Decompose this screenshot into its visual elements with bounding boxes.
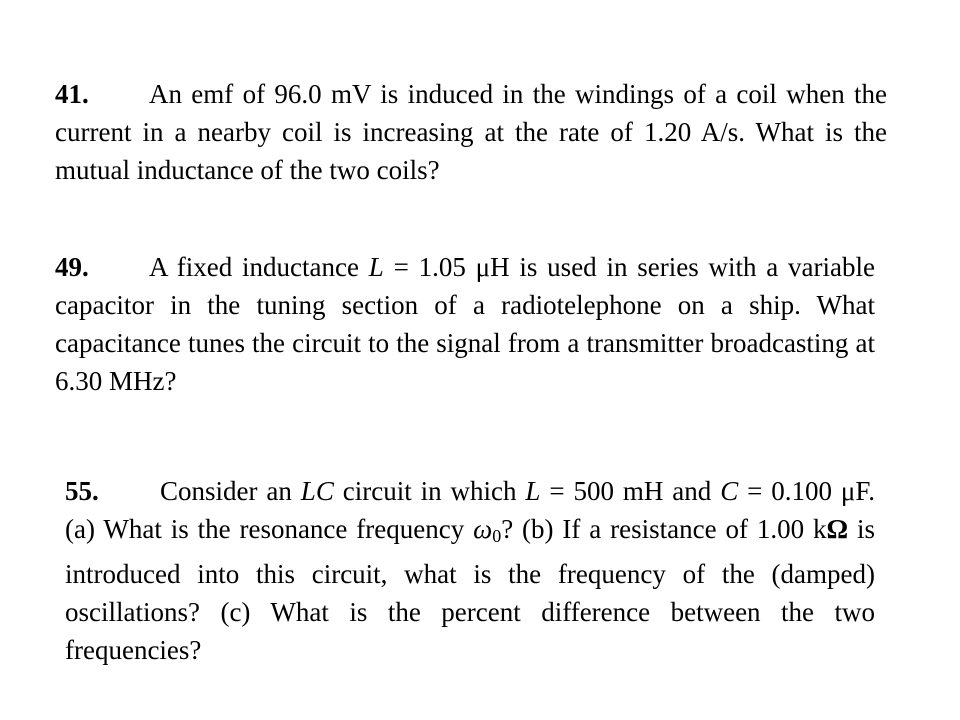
variable-L: L (368, 252, 384, 282)
problem-text-part: = 500 mH and (540, 476, 721, 506)
problem-number: 49. (55, 252, 89, 282)
problem-number: 41. (55, 79, 89, 109)
problem-text-part: = 0.100 μF. (a) What is the resonance frequency (65, 476, 875, 544)
problem-text-part: = 1.05 μH is used in series with a variable capacitor in the tuning section of a radiotelephone on a ship. What capacitance tunes the circuit to the signal from a transmitter broadcasting at 6.30 MHz? (55, 252, 875, 396)
problem-55 (65, 472, 875, 669)
variable-LC: LC (300, 476, 334, 506)
variable-C: C (720, 476, 739, 506)
problem-text-part: ? (b) If a resistance of 1.00 k (501, 514, 827, 544)
problem-text-part: is introduced into this circuit, what is the frequency of the (damped) oscillations? (c) What is the percent difference between the two frequencies? (65, 514, 876, 665)
variable-L: L (525, 476, 541, 506)
problem-49 (55, 248, 875, 400)
problem-text-part: circuit in which (333, 476, 526, 506)
omega-symbol: ω (473, 514, 493, 544)
problem-text-part: Consider an (160, 476, 301, 506)
ohm-symbol: Ω (826, 514, 849, 544)
problem-41 (55, 75, 887, 189)
problem-text: An emf of 96.0 mV is induced in the windings of a coil when the current in a nearby coil is increasing at the rate of 1.20 A/s. What is the mutual inductance of the two coils? (55, 79, 887, 185)
problem-text-part: A fixed inductance (149, 252, 369, 282)
problem-number: 55. (65, 476, 99, 506)
omega-subscript: 0 (492, 526, 502, 546)
